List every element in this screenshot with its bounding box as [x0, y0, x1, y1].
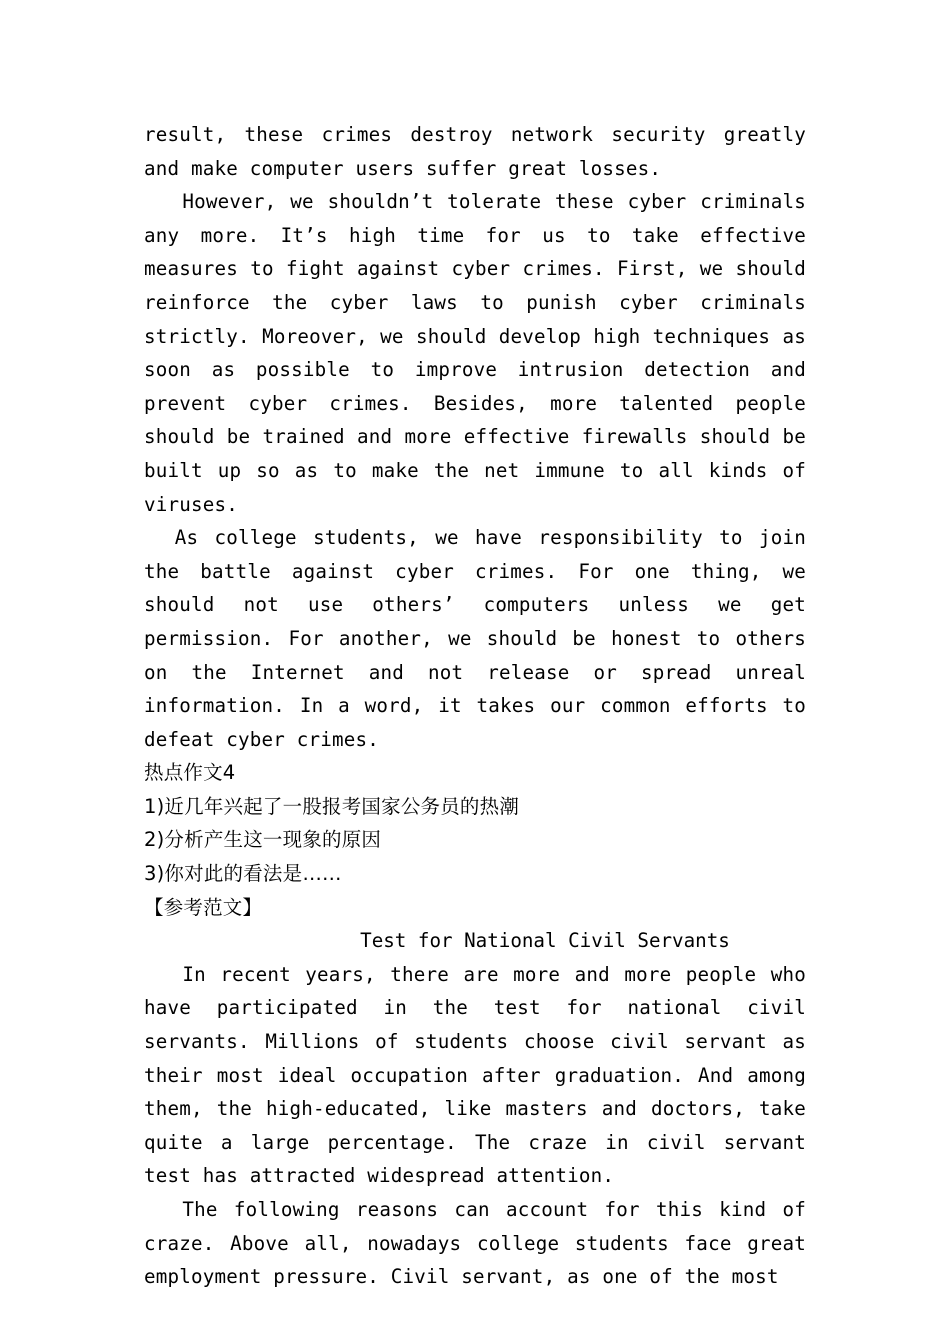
- paragraph-civil-servant-reasons: The following reasons can account for this kind of craze. Above all, nowadays college students face great employment pressure. Civil servant, as one of the most: [144, 1198, 806, 1289]
- paragraph-cyber-crime-measures: However, we shouldn’t tolerate these cyber criminals any more. It’s high time for us to take effective measures to fight against cyber crimes. First, we should reinforce the cyber laws to punish cyber criminals strictly. Moreover, we should develop high techniques as soon as possible to improve intrusion detection and prevent cyber crimes. Besides, more talented people should be trained and more effective firewalls should be built up so as to make the net immune to all kinds of viruses.: [144, 190, 806, 516]
- essay-prompt-1: 1)近几年兴起了一股报考国家公务员的热潮: [144, 794, 520, 818]
- paragraph-cyber-crime-result: result, these crimes destroy network security greatly and make computer users suffer great losses.: [144, 123, 806, 180]
- paragraph-student-responsibility: As college students, we have responsibility to join the battle against cyber crimes. For one thing, we should not use others’ computers unless we get permission. For another, we should be honest to others on the Internet and not release or spread unreal information. In a word, it takes our common efforts to defeat cyber crimes.: [144, 526, 806, 751]
- essay-prompt-2: 2)分析产生这一现象的原因: [144, 828, 382, 852]
- document-body: [144, 118, 806, 1294]
- essay-title: Test for National Civil Servants: [360, 929, 730, 953]
- paragraph-civil-servant-intro: In recent years, there are more and more people who have participated in the test for national civil servants. Millions of students choose civil servant as their most ideal occupation after graduation. And among them, the high-educated, like masters and doctors, take quite a large percentage. The craze in civil servant test has attracted widespread attention.: [144, 962, 806, 1188]
- reference-essay-label: 【参考范文】: [144, 895, 263, 919]
- section-heading: 热点作文4: [144, 761, 236, 785]
- essay-prompt-3: 3)你对此的看法是……: [144, 862, 342, 886]
